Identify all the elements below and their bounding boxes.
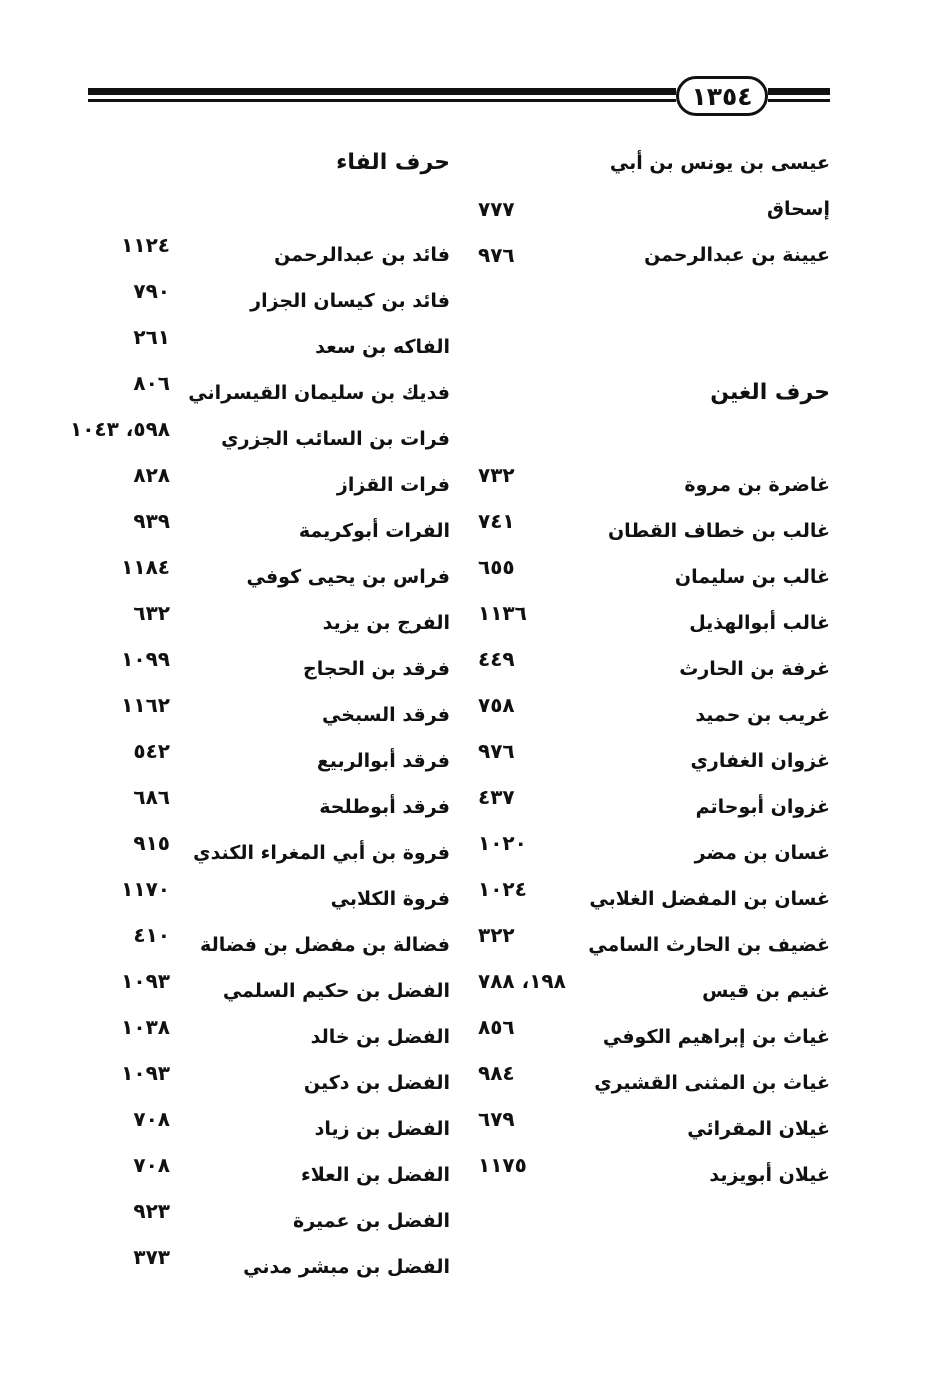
index-entry (478, 968, 830, 1014)
entry-name: غالب بن خطاف القطان (607, 520, 830, 542)
index-entry (478, 1152, 830, 1198)
entry-name: غضيف بن الحارث السامي (588, 934, 830, 956)
entry-page: ٧٠٨ (133, 1107, 170, 1131)
entry-page: ١٠٢٤ (478, 877, 527, 901)
entry-name: الفضل بن زياد (314, 1118, 450, 1140)
entry-page: ٦٣٢ (133, 601, 170, 625)
index-entry (478, 186, 830, 232)
entry-page: ٢٦١ (133, 325, 170, 349)
entry-name: غالب بن سليمان (674, 566, 830, 588)
entry-page: ١٠٩٩ (121, 647, 170, 671)
entry-name: غاضرة بن مروة (684, 474, 830, 496)
index-entry (478, 692, 830, 738)
entry-name: الفضل بن مبشر مدني (243, 1256, 450, 1278)
entry-page: ١٩٨، ٧٨٨ (478, 969, 566, 993)
index-entry (478, 646, 830, 692)
entry-name: فائد بن كيسان الجزار (250, 290, 450, 312)
entry-name: غيلان المقرائي (687, 1118, 830, 1140)
index-entry (478, 462, 830, 508)
entry-page: ٤٣٧ (478, 785, 515, 809)
page-number: ١٣٥٤ (676, 76, 768, 116)
entry-name: غيلان أبويزيد (709, 1164, 830, 1186)
index-entry (478, 876, 830, 922)
entry-page: ٣٢٢ (478, 923, 515, 947)
entry-name: الفرج بن يزيد (322, 612, 450, 634)
entry-name: غسان بن مضر (694, 842, 830, 864)
entry-name: غالب أبوالهذيل (689, 612, 830, 634)
entry-name: عيسى بن يونس بن أبي (609, 152, 830, 174)
section-heading (40, 140, 450, 186)
entry-page: ١٠٣٨ (121, 1015, 170, 1039)
index-entry (478, 508, 830, 554)
entry-page: ٧٩٠ (133, 279, 170, 303)
entry-name: فرات بن السائب الجزري (221, 428, 450, 450)
entry-name: غزوان الغفاري (690, 750, 830, 772)
index-entry (478, 784, 830, 830)
entry-page: ١١٧٥ (478, 1153, 527, 1177)
index-entry (478, 554, 830, 600)
index-entry (478, 600, 830, 646)
entry-name: فرقد السبخي (322, 704, 450, 726)
entry-name: فضالة بن مفضل بن فضالة (200, 934, 450, 956)
entry-page: ٤٤٩ (478, 647, 515, 671)
entry-name: غياث بن إبراهيم الكوفي (602, 1026, 830, 1048)
entry-name: فديك بن سليمان القيسراني (188, 382, 450, 404)
entry-name: الفضل بن حكيم السلمي (222, 980, 450, 1002)
entry-name: فرقد أبوالربيع (316, 750, 450, 772)
index-entry (478, 1060, 830, 1106)
entry-page: ١١٣٦ (478, 601, 527, 625)
index-entry (40, 1244, 450, 1290)
entry-page: ٦٨٦ (133, 785, 170, 809)
entry-list-ghayn (478, 462, 830, 1198)
entry-page: ١١٧٠ (121, 877, 170, 901)
entry-name: الفضل بن العلاء (301, 1164, 450, 1186)
right-column (478, 140, 830, 1320)
entry-name: الفرات أبوكريمة (298, 520, 450, 542)
entry-name: فرقد أبوطلحة (319, 796, 450, 818)
header-rule-right (768, 88, 830, 95)
entry-page: ٧٣٢ (478, 463, 515, 487)
entry-page: ٩٣٩ (133, 509, 170, 533)
entry-name: فروة بن أبي المغراء الكندي (193, 842, 450, 864)
entry-page: ٨٢٨ (133, 463, 170, 487)
entry-page: ٨٠٦ (133, 371, 170, 395)
heading-faa: حرف الفاء (336, 150, 450, 175)
entry-name: فرقد بن الحجاج (303, 658, 450, 680)
index-entry (478, 830, 830, 876)
entry-page: ٦٧٩ (478, 1107, 515, 1131)
entry-page: ٣٧٣ (133, 1245, 170, 1269)
entry-page: ٧٠٨ (133, 1153, 170, 1177)
entry-name: الفضل بن عميرة (293, 1210, 450, 1232)
entry-list-faa (40, 232, 450, 1290)
entry-name: غرفة بن الحارث (679, 658, 830, 680)
index-entry (478, 1014, 830, 1060)
entry-page: ٦٥٥ (478, 555, 515, 579)
index-entry (478, 1106, 830, 1152)
entry-page: ٤١٠ (133, 923, 170, 947)
entry-page: ٨٥٦ (478, 1015, 515, 1039)
entry-page: ٧٥٨ (478, 693, 515, 717)
entry-page: ١٠٩٣ (121, 1061, 170, 1085)
header-rule-left-thin (88, 99, 676, 102)
entry-page: ١٠٢٠ (478, 831, 527, 855)
entry-page: ١١٦٢ (121, 693, 170, 717)
entry-name: غنيم بن قيس (702, 980, 830, 1002)
entry-page: ١٠٩٣ (121, 969, 170, 993)
entry-name: الفضل بن خالد (310, 1026, 450, 1048)
index-entry (478, 140, 830, 186)
entry-name: غزوان أبوحاتم (695, 796, 830, 818)
entry-name: عيينة بن عبدالرحمن (644, 244, 830, 266)
heading-ghayn: حرف الغين (710, 380, 830, 405)
index-entry (478, 232, 830, 278)
entry-page: ٧٤١ (478, 509, 515, 533)
page-header (0, 72, 938, 132)
entry-page: ٩٢٣ (133, 1199, 170, 1223)
entry-page: ٩٧٦ (478, 739, 515, 763)
section-heading (478, 370, 830, 416)
entry-name: الفاكه بن سعد (315, 336, 450, 358)
left-column (40, 140, 450, 1320)
entry-page: ١١٢٤ (121, 233, 170, 257)
entry-page: ٩١٥ (133, 831, 170, 855)
entry-page: ٥٩٨، ١٠٤٣ (69, 417, 170, 441)
header-rule-left (88, 88, 676, 95)
entry-page: ٧٧٧ (478, 197, 515, 221)
entry-name: غريب بن حميد (695, 704, 830, 726)
index-entry (478, 738, 830, 784)
header-rule-right-thin (768, 99, 830, 102)
entry-name: الفضل بن دكين (303, 1072, 450, 1094)
entry-name: فائد بن عبدالرحمن (274, 244, 450, 266)
entry-name: فروة الكلابي (330, 888, 450, 910)
entry-name: غياث بن المثنى القشيري (594, 1072, 830, 1094)
entry-name: فرات القزاز (336, 474, 450, 496)
entry-name: فراس بن يحيى كوفي (246, 566, 450, 588)
entry-page: ٩٨٤ (478, 1061, 515, 1085)
entry-page: ٩٧٦ (478, 243, 515, 267)
entry-name: إسحاق (766, 198, 830, 220)
entry-page: ١١٨٤ (121, 555, 170, 579)
entry-name: غسان بن المفضل الغلابي (589, 888, 830, 910)
entry-page: ٥٤٢ (133, 739, 170, 763)
